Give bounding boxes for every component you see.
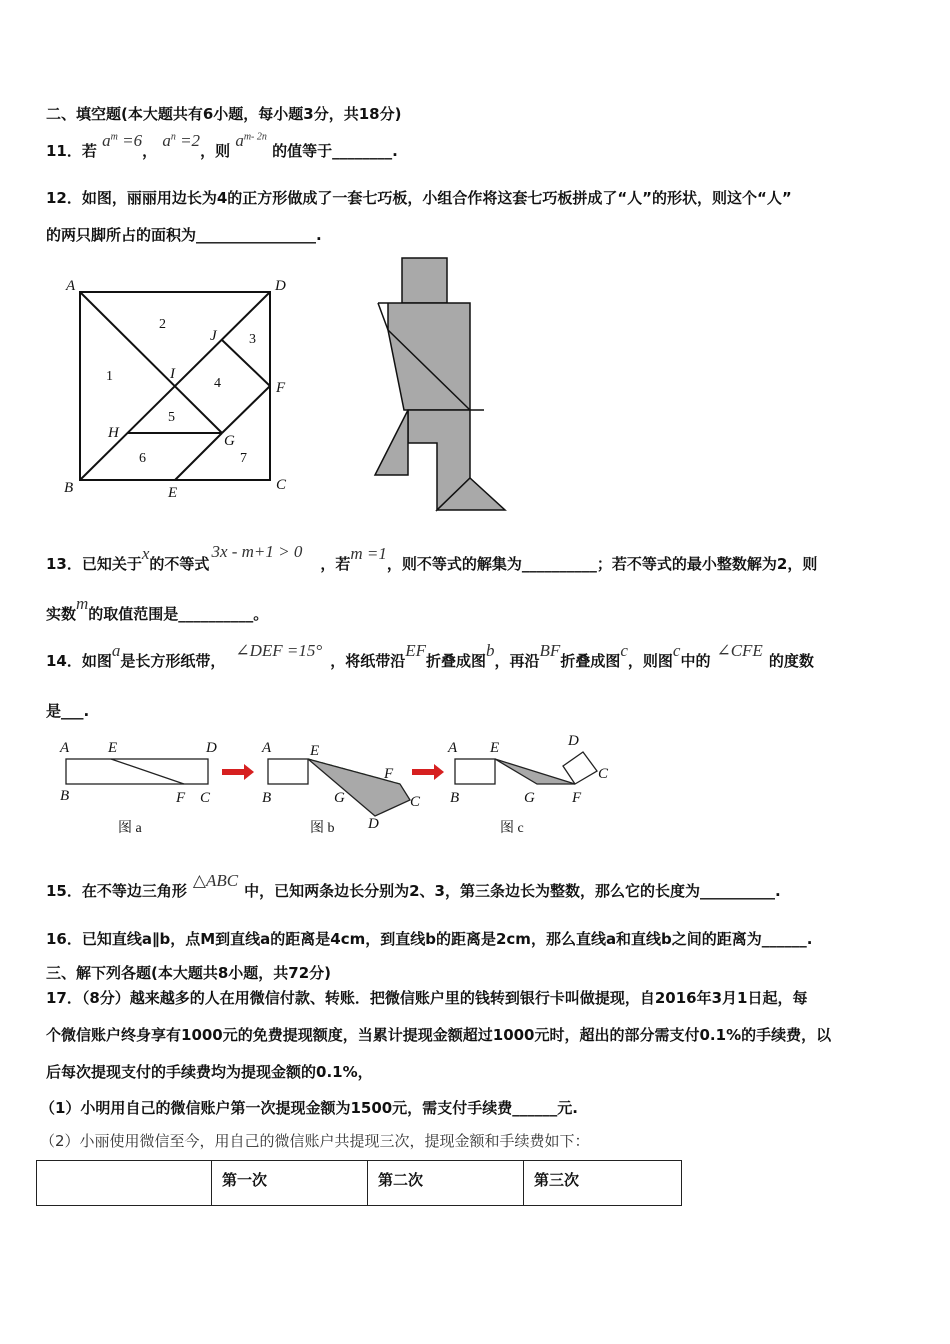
fig-c-label-G: G [524,790,535,806]
label-J: J [210,328,217,344]
fig-b-label-C: C [410,794,421,810]
piece-2: 2 [159,317,166,332]
question-17-line3: 后每次提现支付的手续费均为提现金额的0.1%， [46,1063,373,1081]
fig-a-label-A: A [60,740,70,756]
table-header-cell: 第一次 [212,1161,368,1206]
fig-c-label-A: A [448,740,458,756]
tangram-person-figure [370,250,515,520]
fig-a-label-D: D [206,740,217,756]
fig-a-label-B: B [60,788,70,804]
caption-fig-a: 图 a [118,821,142,836]
table-header-cell [37,1161,212,1206]
caption-fig-b: 图 b [310,821,335,836]
fig-b-label-D: D [368,816,379,832]
caption-fig-c: 图 c [500,821,524,836]
label-I: I [170,366,175,382]
fig-c-label-F: F [572,790,582,806]
piece-7: 7 [240,451,247,466]
q11-blank: 的值等于________. [272,142,398,160]
label-G: G [224,433,235,449]
label-A: A [66,278,76,294]
math-expr: $a^{m- 2n}$ [235,131,267,150]
label-C: C [276,477,287,493]
fig-b-label-F: F [384,766,394,782]
table-header-cell: 第三次 [524,1161,682,1206]
question-17-part2: （2）小丽使用微信至今，用自己的微信账户共提现三次，提现金额和手续费如下： [40,1132,590,1150]
paper-fold-figures [50,730,630,840]
fig-b-label-E: E [310,743,320,759]
fig-c-label-D: D [568,733,579,749]
question-17-part1: （1）小明用自己的微信账户第一次提现金额为1500元，需支付手续费______元. [40,1099,578,1117]
label-H: H [108,425,119,441]
question-17-line1: 17．（8分）越来越多的人在用微信付款、转账．把微信账户里的钱转到银行卡叫做提现，自2016年3月1日起，每 [46,989,808,1007]
fig-c-label-E: E [490,740,500,756]
fig-a-label-F: F [176,790,186,806]
question-12-line2: 的两只脚所占的面积为________________. [46,226,322,244]
math-expr: $a^m =6$ [102,131,143,150]
question-13-line1: 13．已知关于x的不等式3x - m+1 > 0，若m =1，则不等式的解集为__________；若不等式的最小整数解为2，则 [46,542,818,573]
section-3-heading: 三、解下列各题(本大题共8小题，共72分) [46,964,332,982]
question-14-line2: 是___. [46,702,90,720]
fig-b-label-G: G [334,790,345,806]
question-15: 15．在不等边三角形△ABC中，已知两条边长分别为2、3，第三条边长为整数，那么它的长度为__________. [46,871,781,900]
q11-text: 11．若 [46,142,97,160]
fig-b-label-B: B [262,790,272,806]
label-E: E [168,485,178,501]
piece-6: 6 [139,451,146,466]
label-D: D [275,278,286,294]
question-17-line2: 个微信账户终身享有1000元的免费提现额度，当累计提现金额超过1000元时，超出的部分需支付0.1%的手续费，以 [46,1026,832,1044]
table-header-cell: 第二次 [368,1161,524,1206]
piece-3: 3 [249,332,256,347]
fig-a-label-E: E [108,740,118,756]
question-11: 11．若 $a^m =6$， $a^n =2$，则 $a^{m- 2n}$ 的值等于________. [46,131,398,160]
table-row [37,1161,682,1206]
withdrawal-table [36,1160,682,1206]
piece-1: 1 [106,369,113,384]
fig-a-label-C: C [200,790,211,806]
question-14-line1: 14．如图a是长方形纸带，∠DEF =15°，将纸带沿EF折叠成图b，再沿BF折叠成图c，则图c中的∠CFE的度数 [46,641,814,670]
piece-5: 5 [168,410,175,425]
tangram-square-figure [55,270,305,530]
section-2-heading: 二、填空题(本大题共有6小题，每小题3分，共18分) [46,105,402,123]
piece-4: 4 [214,376,221,391]
label-B: B [64,480,74,496]
question-16: 16．已知直线a∥b，点M到直线a的距离是4cm，到直线b的距离是2cm，那么直线a和直线b之间的距离为______. [46,930,813,948]
label-F: F [276,380,286,396]
question-13-line2: 实数m的取值范围是__________。 [46,594,269,623]
fig-b-label-A: A [262,740,272,756]
fig-c-label-C: C [598,766,609,782]
math-expr: $a^n =2$ [162,131,201,150]
question-12-line1: 12．如图，丽丽用边长为4的正方形做成了一套七巧板，小组合作将这套七巧板拼成了“人”的形状，则这个“人” [46,189,792,207]
fig-c-label-B: B [450,790,460,806]
